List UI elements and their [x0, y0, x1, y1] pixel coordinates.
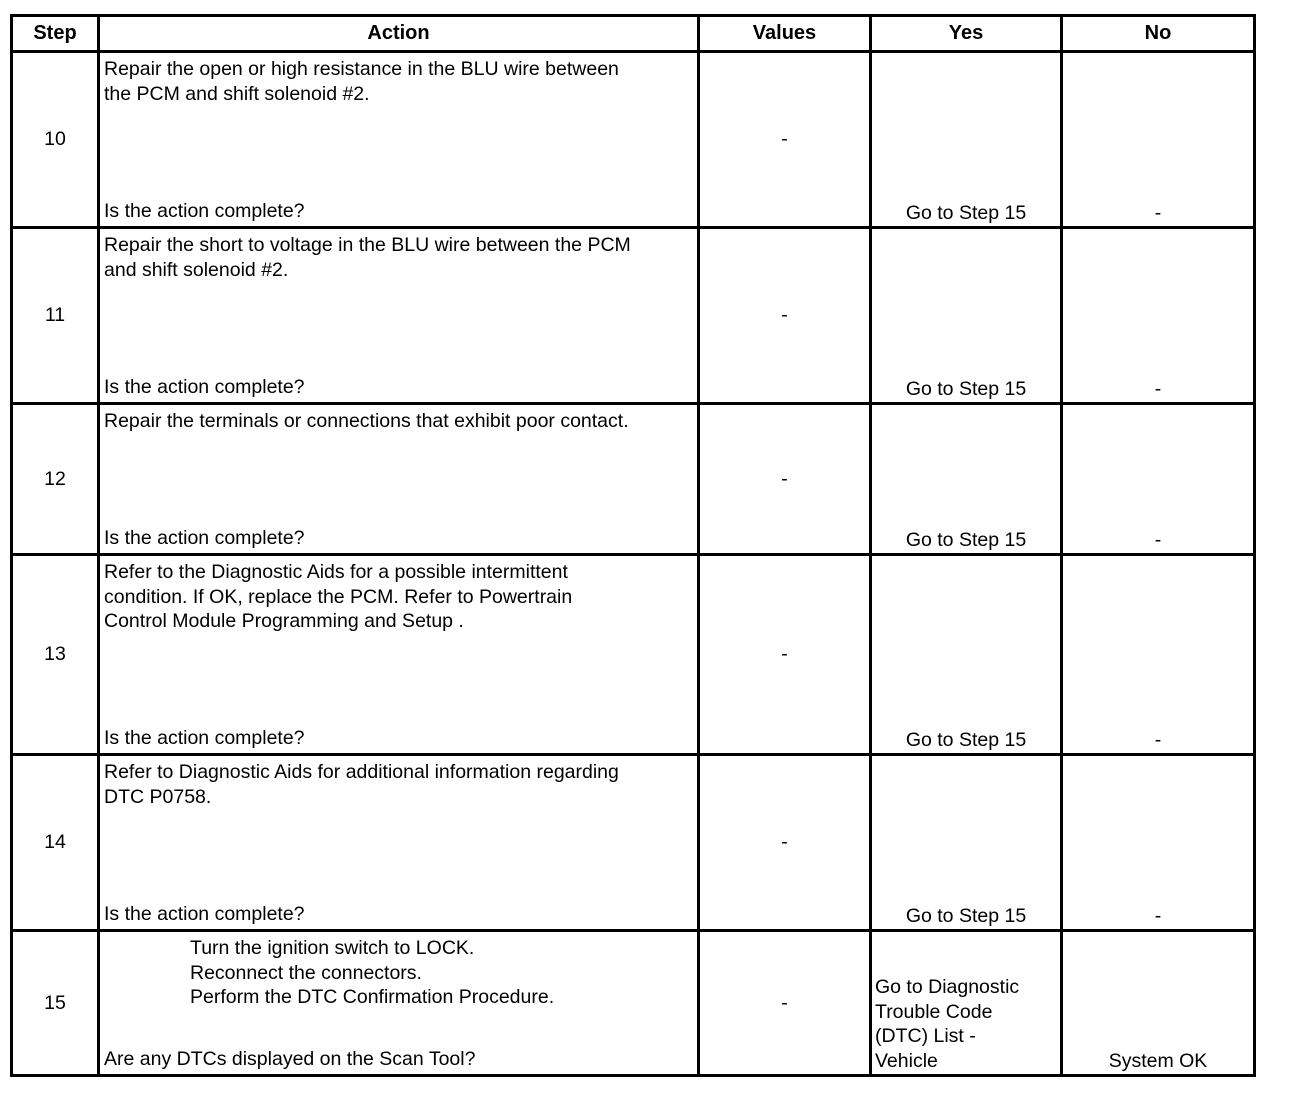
yes-line: Go to Diagnostic — [875, 976, 1020, 998]
step-number: 15 — [12, 931, 99, 1076]
header-action: Action — [99, 16, 699, 52]
action-line: condition. If OK, replace the PCM. Refer to Powertrain — [104, 585, 573, 608]
no-cell: - — [1062, 228, 1255, 404]
no-cell: - — [1062, 755, 1255, 931]
step-number: 12 — [12, 404, 99, 555]
action-question: Is the action complete? — [104, 726, 305, 749]
action-question: Is the action complete? — [104, 526, 305, 549]
action-cell — [99, 404, 699, 555]
action-cell — [99, 931, 699, 1076]
action-line: Repair the short to voltage in the BLU wire between the PCM — [104, 234, 631, 256]
action-line: and shift solenoid #2. — [104, 258, 289, 281]
yes-cell: Go to Step 15 — [871, 52, 1062, 228]
action-line: Turn the ignition switch to LOCK. — [190, 937, 475, 959]
action-question: Is the action complete? — [104, 902, 305, 925]
action-line: Perform the DTC Confirmation Procedure. — [190, 986, 555, 1008]
action-line: DTC P0758. — [104, 785, 212, 808]
table-row — [12, 555, 1255, 755]
values-cell: - — [699, 931, 871, 1076]
action-cell — [99, 555, 699, 755]
action-question: Are any DTCs displayed on the Scan Tool? — [104, 1047, 476, 1070]
yes-cell: Go to Step 15 — [871, 755, 1062, 931]
no-cell: - — [1062, 555, 1255, 755]
action-line: Refer to the Diagnostic Aids for a possible intermittent — [104, 561, 568, 583]
table-row — [12, 931, 1255, 1076]
action-line: Repair the open or high resistance in the BLU wire between — [104, 58, 619, 80]
header-values: Values — [699, 16, 871, 52]
step-number: 11 — [12, 228, 99, 404]
yes-cell: Go to Step 15 — [871, 228, 1062, 404]
step-number: 10 — [12, 52, 99, 228]
yes-cell: Go to Step 15 — [871, 555, 1062, 755]
header-no: No — [1062, 16, 1255, 52]
step-number: 14 — [12, 755, 99, 931]
no-cell: System OK — [1062, 931, 1255, 1076]
action-question: Is the action complete? — [104, 375, 305, 398]
yes-line: Trouble Code — [875, 1000, 993, 1023]
action-cell — [99, 52, 699, 228]
values-cell: - — [699, 555, 871, 755]
header-yes: Yes — [871, 16, 1062, 52]
header-step: Step — [12, 16, 99, 52]
yes-cell — [871, 931, 1062, 1076]
action-line: Reconnect the connectors. — [190, 961, 422, 984]
yes-cell: Go to Step 15 — [871, 404, 1062, 555]
action-line: the PCM and shift solenoid #2. — [104, 82, 370, 105]
diagnostic-table — [10, 14, 1256, 1077]
step-number: 13 — [12, 555, 99, 755]
values-cell: - — [699, 755, 871, 931]
action-cell — [99, 228, 699, 404]
action-cell — [99, 755, 699, 931]
action-line: Control Module Programming and Setup . — [104, 610, 464, 632]
table-row — [12, 228, 1255, 404]
no-cell: - — [1062, 404, 1255, 555]
action-line: Repair the terminals or connections that exhibit poor contact. — [104, 410, 629, 432]
yes-line: (DTC) List - — [875, 1025, 976, 1047]
values-cell: - — [699, 404, 871, 555]
values-cell: - — [699, 228, 871, 404]
action-question: Is the action complete? — [104, 199, 305, 222]
table-row — [12, 755, 1255, 931]
table-row — [12, 404, 1255, 555]
no-cell: - — [1062, 52, 1255, 228]
action-line: Refer to Diagnostic Aids for additional information regarding — [104, 761, 619, 783]
header-row — [12, 16, 1255, 52]
table-row — [12, 52, 1255, 228]
values-cell: - — [699, 52, 871, 228]
yes-line: Vehicle — [875, 1049, 938, 1072]
